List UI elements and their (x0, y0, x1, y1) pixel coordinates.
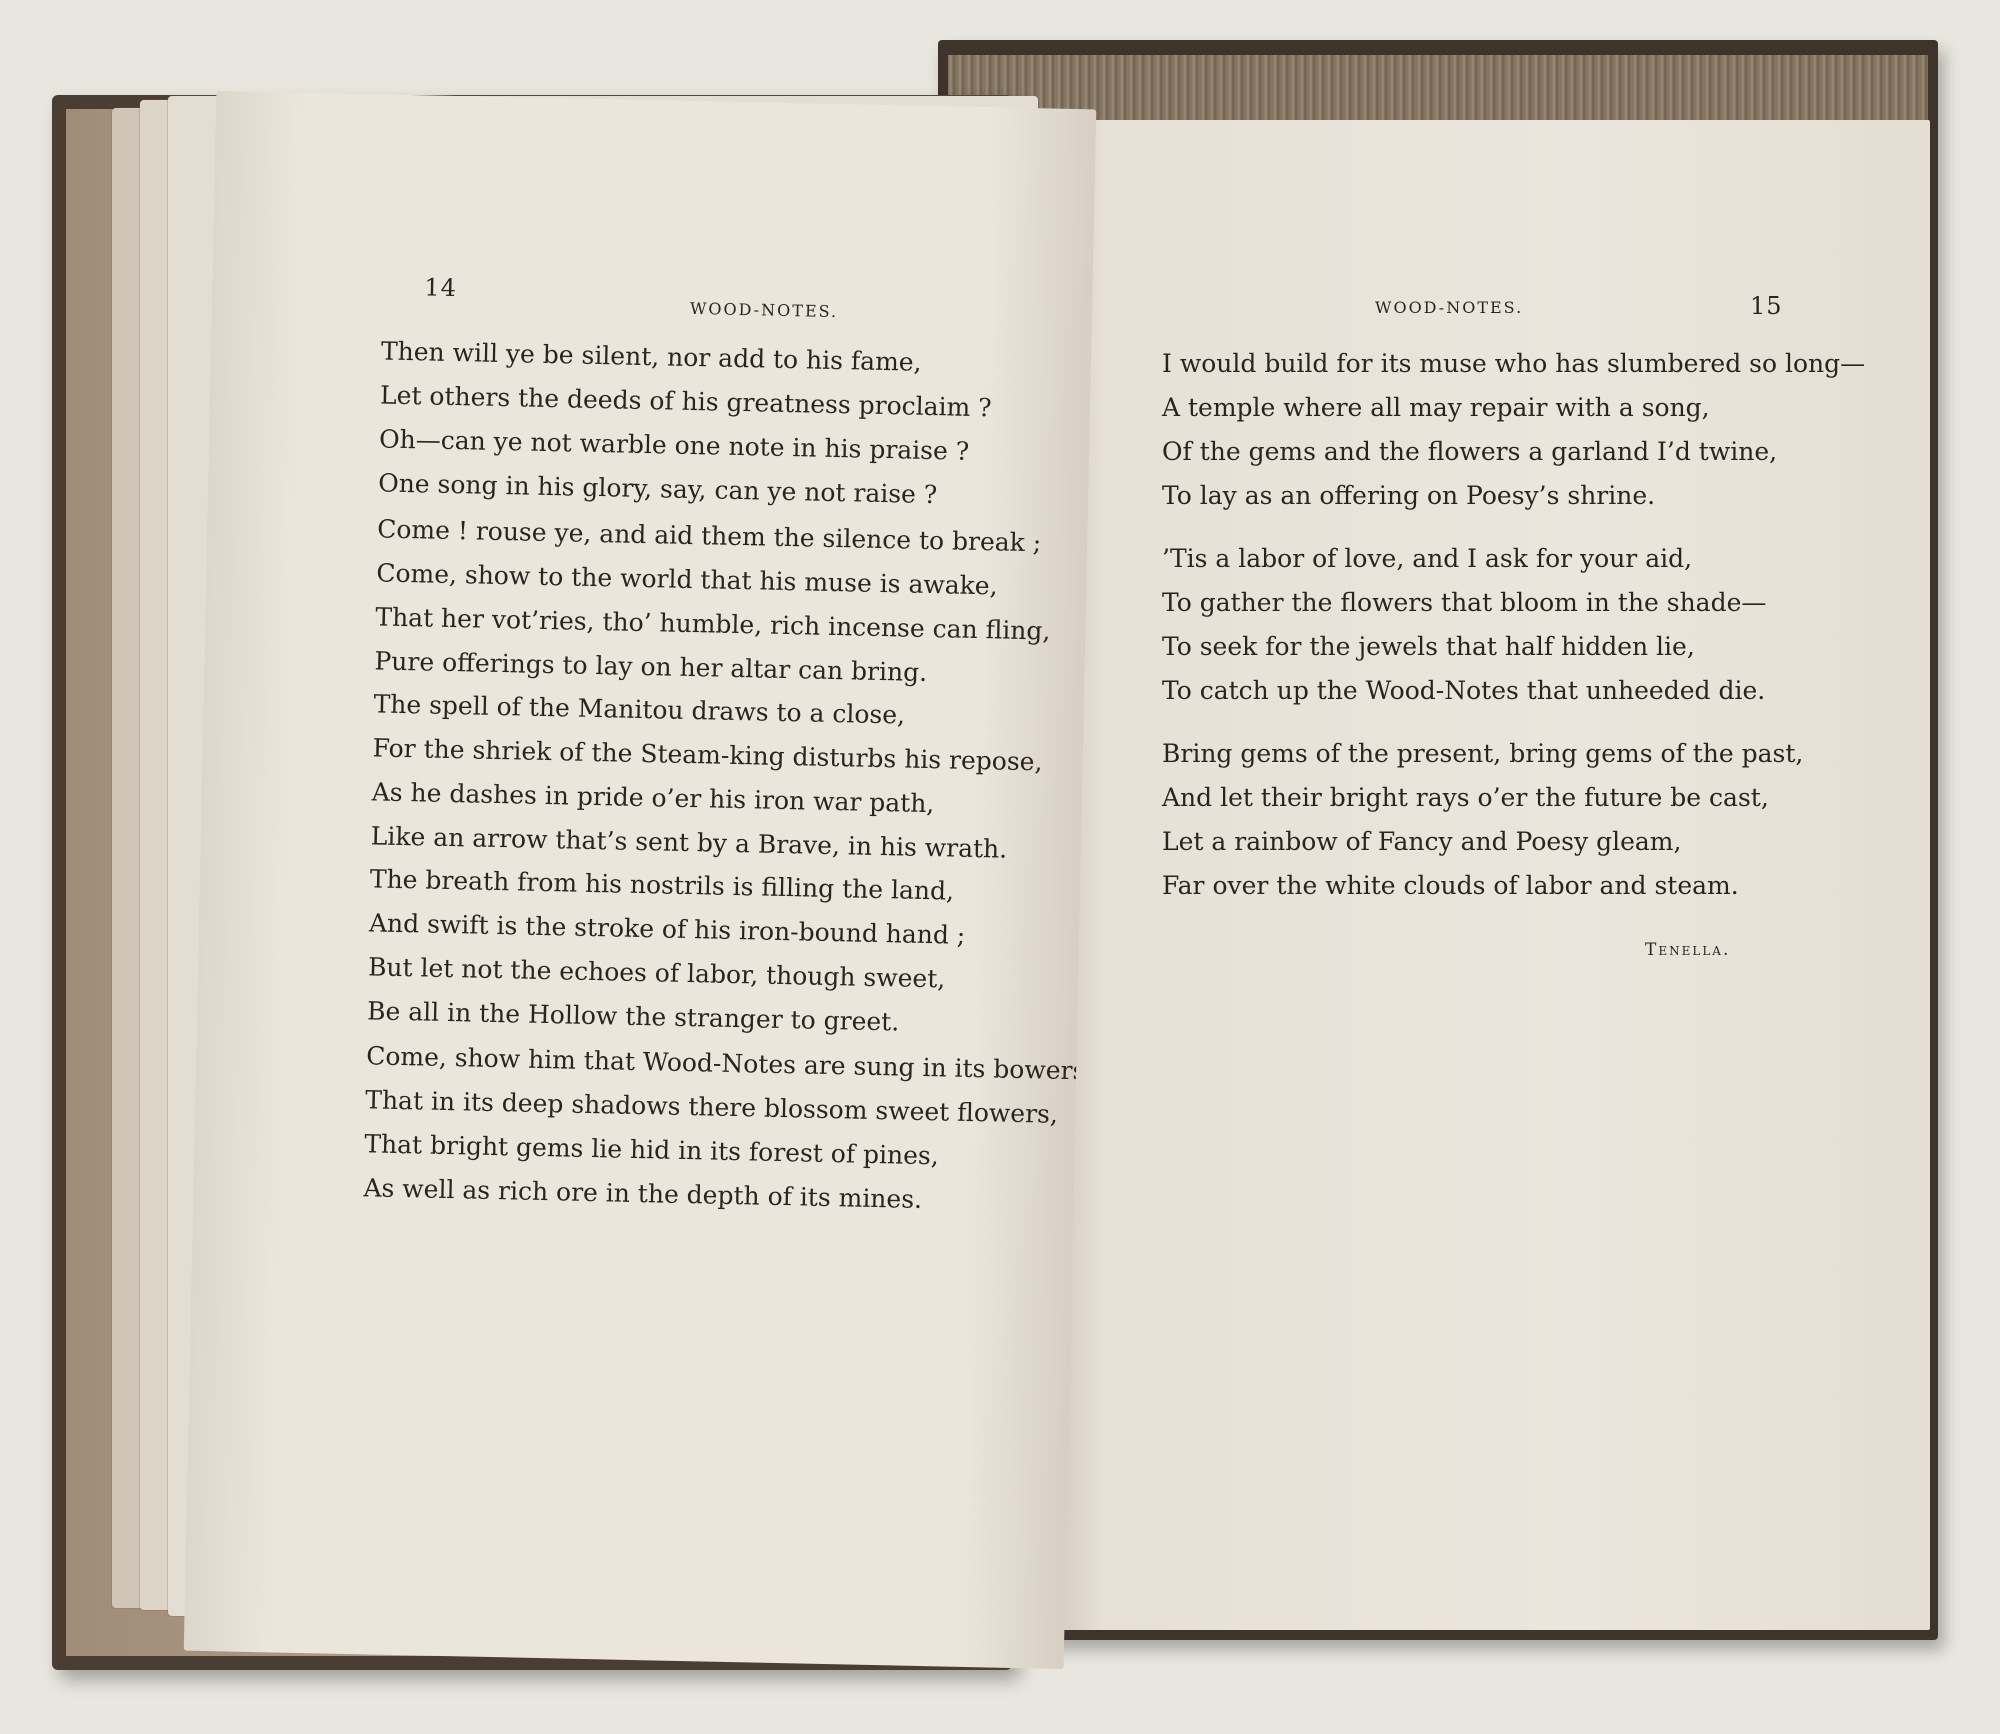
poem-line: Pure offerings to lay on her altar can bring. (374, 646, 928, 687)
stanza (1162, 537, 1766, 713)
poem-line: To gather the flowers that bloom in the shade— (1162, 588, 1767, 617)
poem-line: I would build for its muse who has slumbered so long— (1162, 349, 1866, 378)
poem-line: ’Tis a labor of love, and I ask for your aid, (1162, 544, 1693, 573)
poem-line: To seek for the jewels that half hidden lie, (1162, 632, 1695, 661)
poem-line: Of the gems and the flowers a garland I’d twine, (1162, 437, 1778, 466)
poem-line: Oh—can ye not warble one note in his praise ? (378, 424, 970, 466)
poem-line: As he dashes in pride o’er his iron war path, (371, 777, 935, 819)
stanza (367, 857, 967, 1045)
poem-line: One song in his glory, say, can ye not raise ? (377, 468, 938, 510)
page-left (184, 91, 1096, 1669)
poem-line: For the shriek of the Steam-king disturbs his repose, (372, 733, 1043, 777)
poem-line: And swift is the stroke of his iron-bound hand ; (368, 908, 966, 950)
poem-line: But let not the echoes of labor, though sweet, (367, 952, 946, 994)
poem-line: And let their bright rays o’er the future be cast, (1162, 783, 1769, 812)
running-head: WOOD-NOTES. (1375, 298, 1524, 317)
page-number: 15 (1750, 292, 1783, 320)
poem-line: That bright gems lie hid in its forest of pines, (364, 1129, 940, 1171)
poem-line: To catch up the Wood-Notes that unheeded die. (1162, 676, 1766, 705)
running-head: WOOD-NOTES. (689, 298, 839, 322)
poem-line: Let a rainbow of Fancy and Poesy gleam, (1162, 827, 1682, 856)
poem-line: Far over the white clouds of labor and steam. (1162, 871, 1739, 900)
poem-line: That her vot’ries, tho’ humble, rich incense can fling, (375, 602, 1051, 646)
poem-line: Like an arrow that’s sent by a Brave, in his wrath. (370, 821, 1008, 864)
poem-line: To lay as an offering on Poesy’s shrine. (1162, 481, 1656, 510)
poem-line: The breath from his nostrils is filling the land, (369, 864, 955, 906)
poem-line: That in its deep shadows there blossom sweet flowers, (365, 1085, 1059, 1129)
stanza (374, 507, 1053, 697)
poem-line: Bring gems of the present, bring gems of the past, (1162, 739, 1804, 768)
page-number: 14 (424, 273, 458, 303)
poem-line: A temple where all may repair with a song, (1162, 393, 1710, 422)
stanza (370, 682, 1043, 872)
poem-line: Let others the deeds of his greatness proclaim ? (379, 380, 992, 423)
page-right (1050, 120, 1930, 1630)
poem-line: The spell of the Manitou draws to a close, (373, 689, 906, 730)
poem-line: Be all in the Hollow the stranger to greet. (366, 996, 900, 1037)
author-signature: Tenella. (1645, 940, 1731, 960)
poem-line: Come, show him that Wood-Notes are sung in its bowers, (365, 1041, 1094, 1086)
stanza (363, 1034, 1094, 1225)
stanza (1162, 732, 1803, 908)
poem-line: Then will ye be silent, nor add to his fame, (380, 336, 922, 377)
stanza (378, 329, 993, 518)
poem-line: As well as rich ore in the depth of its mines. (363, 1173, 923, 1214)
stanza (1162, 342, 1865, 518)
poem-line: Come, show to the world that his muse is awake, (376, 558, 998, 601)
poem-line: Come ! rouse ye, and aid them the silence to break ; (376, 514, 1042, 558)
